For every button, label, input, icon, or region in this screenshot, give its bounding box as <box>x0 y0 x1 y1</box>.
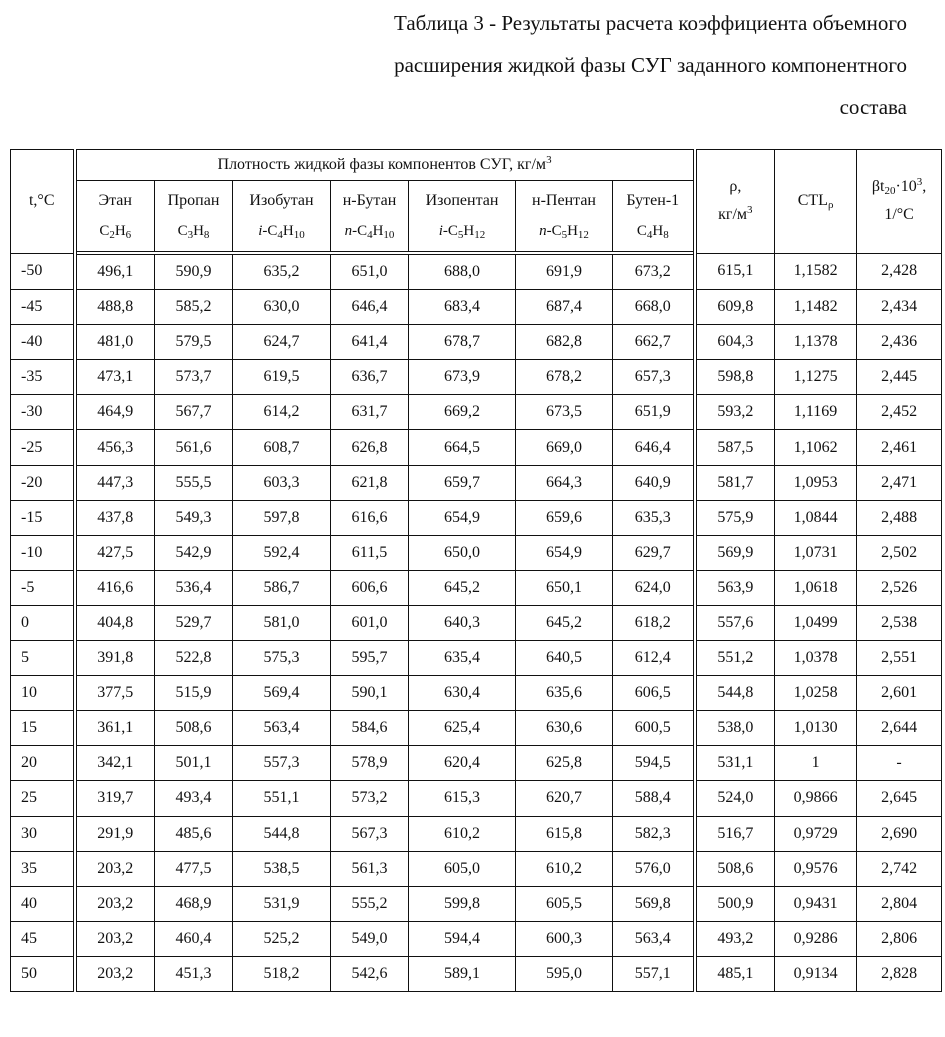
temperature-cell: 15 <box>11 711 75 746</box>
header-component-5 <box>516 181 613 254</box>
value-cell: 579,5 <box>155 325 233 360</box>
value-cell: 468,9 <box>155 886 233 921</box>
value-cell: 2,488 <box>857 500 942 535</box>
value-cell: 683,4 <box>409 290 516 325</box>
value-cell: 615,1 <box>695 253 775 290</box>
temperature-cell: 10 <box>11 676 75 711</box>
value-cell: 1,0844 <box>775 500 857 535</box>
value-cell: 635,3 <box>613 500 695 535</box>
value-cell: 608,7 <box>233 430 331 465</box>
value-cell: 595,0 <box>516 956 613 991</box>
value-cell: 2,538 <box>857 605 942 640</box>
table-row <box>11 641 942 676</box>
value-cell: 551,2 <box>695 641 775 676</box>
table-row <box>11 290 942 325</box>
table-row <box>11 500 942 535</box>
value-cell: 620,4 <box>409 746 516 781</box>
table-row <box>11 886 942 921</box>
value-cell: 460,4 <box>155 921 233 956</box>
value-cell: 0,9134 <box>775 956 857 991</box>
value-cell: 342,1 <box>75 746 155 781</box>
rho-unit-sup: 3 <box>747 204 753 217</box>
value-cell: 651,0 <box>331 253 409 290</box>
value-cell: 604,3 <box>695 325 775 360</box>
value-cell: 654,9 <box>409 500 516 535</box>
value-cell: 542,6 <box>331 956 409 991</box>
value-cell: 561,3 <box>331 851 409 886</box>
value-cell: 518,2 <box>233 956 331 991</box>
value-cell: 600,5 <box>613 711 695 746</box>
temperature-cell: -20 <box>11 465 75 500</box>
value-cell: 1,0130 <box>775 711 857 746</box>
header-rho <box>695 150 775 254</box>
value-cell: 2,804 <box>857 886 942 921</box>
temperature-cell: -30 <box>11 395 75 430</box>
value-cell: 496,1 <box>75 253 155 290</box>
header-component-2 <box>233 181 331 254</box>
table-row <box>11 816 942 851</box>
value-cell: 377,5 <box>75 676 155 711</box>
value-cell: 485,6 <box>155 816 233 851</box>
value-cell: 2,471 <box>857 465 942 500</box>
header-ctl <box>775 150 857 254</box>
table-row <box>11 430 942 465</box>
value-cell: 2,428 <box>857 253 942 290</box>
header-component-4 <box>409 181 516 254</box>
value-cell: 582,3 <box>613 816 695 851</box>
table-row <box>11 711 942 746</box>
value-cell: 0,9866 <box>775 781 857 816</box>
beta-mid: ·10 <box>895 178 917 196</box>
value-cell: 578,9 <box>331 746 409 781</box>
value-cell: 603,3 <box>233 465 331 500</box>
value-cell: 640,3 <box>409 605 516 640</box>
value-cell: 1,0953 <box>775 465 857 500</box>
value-cell: 588,4 <box>613 781 695 816</box>
value-cell: 618,2 <box>613 605 695 640</box>
table-row <box>11 956 942 991</box>
component-formula: $C_4H_8$ <box>636 223 669 241</box>
table-row <box>11 676 942 711</box>
value-cell: 590,9 <box>155 253 233 290</box>
value-cell: 626,8 <box>331 430 409 465</box>
value-cell: 575,3 <box>233 641 331 676</box>
value-cell: 625,8 <box>516 746 613 781</box>
value-cell: 650,1 <box>516 570 613 605</box>
value-cell: 501,1 <box>155 746 233 781</box>
value-cell: 391,8 <box>75 641 155 676</box>
header-beta <box>857 150 942 254</box>
table-row <box>11 921 942 956</box>
value-cell: 609,8 <box>695 290 775 325</box>
value-cell: 645,2 <box>409 570 516 605</box>
value-cell: 0,9729 <box>775 816 857 851</box>
table-row <box>11 851 942 886</box>
value-cell: 481,0 <box>75 325 155 360</box>
component-formula: $n-C_4H_{10}$ <box>344 223 395 241</box>
value-cell: 625,4 <box>409 711 516 746</box>
value-cell: 561,6 <box>155 430 233 465</box>
value-cell: 0,9286 <box>775 921 857 956</box>
value-cell: 635,6 <box>516 676 613 711</box>
value-cell: 595,7 <box>331 641 409 676</box>
value-cell: 605,5 <box>516 886 613 921</box>
component-formula: $n-C_5H_{12}$ <box>539 223 589 241</box>
value-cell: 651,9 <box>613 395 695 430</box>
value-cell: 555,2 <box>331 886 409 921</box>
temperature-cell: 30 <box>11 816 75 851</box>
value-cell: 291,9 <box>75 816 155 851</box>
value-cell: 557,3 <box>233 746 331 781</box>
value-cell: 551,1 <box>233 781 331 816</box>
value-cell: 590,1 <box>331 676 409 711</box>
table-row <box>11 253 942 290</box>
value-cell: 525,2 <box>233 921 331 956</box>
value-cell: 2,806 <box>857 921 942 956</box>
value-cell: 0,9431 <box>775 886 857 921</box>
value-cell: 584,6 <box>331 711 409 746</box>
value-cell: 611,5 <box>331 535 409 570</box>
value-cell: 536,4 <box>155 570 233 605</box>
value-cell: 508,6 <box>695 851 775 886</box>
component-name: Изобутан <box>249 192 314 209</box>
value-cell: 555,5 <box>155 465 233 500</box>
header-temperature: t,°C <box>11 150 75 254</box>
beta-comma: , <box>922 178 927 196</box>
value-cell: 668,0 <box>613 290 695 325</box>
value-cell: 641,4 <box>331 325 409 360</box>
value-cell: 1,0731 <box>775 535 857 570</box>
value-cell: 493,4 <box>155 781 233 816</box>
component-name: Пропан <box>167 192 220 209</box>
value-cell: 451,3 <box>155 956 233 991</box>
value-cell: 2,690 <box>857 816 942 851</box>
value-cell: 2,644 <box>857 711 942 746</box>
value-cell: 524,0 <box>695 781 775 816</box>
value-cell: 614,2 <box>233 395 331 430</box>
density-group-sup: 3 <box>546 154 552 166</box>
component-name: н-Пентан <box>532 192 596 209</box>
value-cell: 615,3 <box>409 781 516 816</box>
value-cell: 563,4 <box>233 711 331 746</box>
table-row <box>11 746 942 781</box>
temperature-cell: 40 <box>11 886 75 921</box>
value-cell: 319,7 <box>75 781 155 816</box>
value-cell: 563,9 <box>695 570 775 605</box>
value-cell: 616,6 <box>331 500 409 535</box>
value-cell: 1,0378 <box>775 641 857 676</box>
value-cell: 500,9 <box>695 886 775 921</box>
value-cell: 669,2 <box>409 395 516 430</box>
beta-main: βt <box>871 178 885 196</box>
value-cell: 636,7 <box>331 360 409 395</box>
value-cell: 678,2 <box>516 360 613 395</box>
header-component-6 <box>613 181 695 254</box>
value-cell: 673,9 <box>409 360 516 395</box>
value-cell: 589,1 <box>409 956 516 991</box>
table-row <box>11 605 942 640</box>
value-cell: 473,1 <box>75 360 155 395</box>
value-cell: 569,4 <box>233 676 331 711</box>
value-cell: 569,8 <box>613 886 695 921</box>
component-formula: $C_3H_8$ <box>177 223 210 241</box>
table-row <box>11 395 942 430</box>
rho-symbol: ρ, <box>729 178 742 196</box>
table-row <box>11 781 942 816</box>
value-cell: 2,551 <box>857 641 942 676</box>
value-cell: 669,0 <box>516 430 613 465</box>
value-cell: 646,4 <box>331 290 409 325</box>
rho-unit-text: кг/м <box>718 206 748 224</box>
value-cell: 594,5 <box>613 746 695 781</box>
value-cell: 0,9576 <box>775 851 857 886</box>
value-cell: 361,1 <box>75 711 155 746</box>
value-cell: 585,2 <box>155 290 233 325</box>
temperature-cell: -50 <box>11 253 75 290</box>
value-cell: 2,436 <box>857 325 942 360</box>
value-cell: 522,8 <box>155 641 233 676</box>
table-caption <box>207 2 907 128</box>
component-name: Бутен-1 <box>626 192 680 209</box>
value-cell: 549,3 <box>155 500 233 535</box>
value-cell: 2,434 <box>857 290 942 325</box>
temperature-cell: -25 <box>11 430 75 465</box>
value-cell: 2,445 <box>857 360 942 395</box>
value-cell: 1 <box>775 746 857 781</box>
table-row <box>11 465 942 500</box>
value-cell: 516,7 <box>695 816 775 851</box>
value-cell: 678,7 <box>409 325 516 360</box>
value-cell: 542,9 <box>155 535 233 570</box>
value-cell: 493,2 <box>695 921 775 956</box>
component-formula: $i-C_5H_{12}$ <box>438 223 486 241</box>
value-cell: 597,8 <box>233 500 331 535</box>
temperature-cell: -5 <box>11 570 75 605</box>
value-cell: 650,0 <box>409 535 516 570</box>
value-cell: 529,7 <box>155 605 233 640</box>
value-cell: 557,6 <box>695 605 775 640</box>
value-cell: 664,5 <box>409 430 516 465</box>
value-cell: 624,7 <box>233 325 331 360</box>
value-cell: 662,7 <box>613 325 695 360</box>
density-group-label: Плотность жидкой фазы компонентов СУГ, кг/м <box>217 156 547 173</box>
results-table <box>10 149 942 992</box>
value-cell: 673,2 <box>613 253 695 290</box>
value-cell: 416,6 <box>75 570 155 605</box>
value-cell: 203,2 <box>75 851 155 886</box>
value-cell: 1,0618 <box>775 570 857 605</box>
value-cell: 447,3 <box>75 465 155 500</box>
value-cell: 629,7 <box>613 535 695 570</box>
value-cell: 203,2 <box>75 921 155 956</box>
beta-sup: 3 <box>916 176 923 189</box>
value-cell: 2,645 <box>857 781 942 816</box>
value-cell: 645,2 <box>516 605 613 640</box>
value-cell: 657,3 <box>613 360 695 395</box>
value-cell: 544,8 <box>233 816 331 851</box>
ctl-main: CTL <box>797 192 828 210</box>
table-row <box>11 535 942 570</box>
table-body <box>11 253 942 991</box>
value-cell: 2,526 <box>857 570 942 605</box>
header-density-group <box>75 150 695 181</box>
component-name: Изопентан <box>425 192 499 209</box>
value-cell: 646,4 <box>613 430 695 465</box>
table-row <box>11 570 942 605</box>
value-cell: 601,0 <box>331 605 409 640</box>
value-cell: 620,7 <box>516 781 613 816</box>
table-row <box>11 360 942 395</box>
value-cell: 619,5 <box>233 360 331 395</box>
value-cell: 606,6 <box>331 570 409 605</box>
value-cell: 581,7 <box>695 465 775 500</box>
value-cell: 569,9 <box>695 535 775 570</box>
value-cell: 587,5 <box>695 430 775 465</box>
caption-line-1: Таблица 3 - Результаты расчета коэффициента объемного <box>394 11 907 35</box>
caption-line-3: состава <box>839 95 907 119</box>
value-cell: 612,4 <box>613 641 695 676</box>
temperature-cell: 50 <box>11 956 75 991</box>
value-cell: - <box>857 746 942 781</box>
value-cell: 688,0 <box>409 253 516 290</box>
beta-unit: 1/°C <box>884 206 914 224</box>
value-cell: 599,8 <box>409 886 516 921</box>
value-cell: 1,1482 <box>775 290 857 325</box>
value-cell: 427,5 <box>75 535 155 570</box>
temperature-cell: -35 <box>11 360 75 395</box>
value-cell: 630,6 <box>516 711 613 746</box>
temperature-cell: 0 <box>11 605 75 640</box>
value-cell: 598,8 <box>695 360 775 395</box>
component-formula: $C_2H_6$ <box>99 223 132 241</box>
value-cell: 1,0499 <box>775 605 857 640</box>
value-cell: 1,0258 <box>775 676 857 711</box>
value-cell: 635,4 <box>409 641 516 676</box>
temperature-cell: -10 <box>11 535 75 570</box>
value-cell: 573,7 <box>155 360 233 395</box>
beta-line1 <box>857 178 941 196</box>
value-cell: 640,9 <box>613 465 695 500</box>
value-cell: 477,5 <box>155 851 233 886</box>
value-cell: 2,461 <box>857 430 942 465</box>
value-cell: 544,8 <box>695 676 775 711</box>
value-cell: 600,3 <box>516 921 613 956</box>
value-cell: 1,1378 <box>775 325 857 360</box>
component-name: н-Бутан <box>342 192 397 209</box>
value-cell: 594,4 <box>409 921 516 956</box>
temperature-cell: 35 <box>11 851 75 886</box>
temperature-cell: 20 <box>11 746 75 781</box>
value-cell: 549,0 <box>331 921 409 956</box>
value-cell: 659,6 <box>516 500 613 535</box>
value-cell: 456,3 <box>75 430 155 465</box>
value-cell: 485,1 <box>695 956 775 991</box>
value-cell: 593,2 <box>695 395 775 430</box>
value-cell: 592,4 <box>233 535 331 570</box>
value-cell: 640,5 <box>516 641 613 676</box>
value-cell: 605,0 <box>409 851 516 886</box>
value-cell: 615,8 <box>516 816 613 851</box>
ctl-sub: ρ <box>827 199 834 212</box>
value-cell: 631,7 <box>331 395 409 430</box>
value-cell: 673,5 <box>516 395 613 430</box>
value-cell: 2,601 <box>857 676 942 711</box>
value-cell: 630,4 <box>409 676 516 711</box>
value-cell: 404,8 <box>75 605 155 640</box>
value-cell: 563,4 <box>613 921 695 956</box>
temperature-cell: 25 <box>11 781 75 816</box>
header-component-3 <box>331 181 409 254</box>
value-cell: 1,1062 <box>775 430 857 465</box>
value-cell: 576,0 <box>613 851 695 886</box>
value-cell: 2,742 <box>857 851 942 886</box>
value-cell: 531,1 <box>695 746 775 781</box>
value-cell: 621,8 <box>331 465 409 500</box>
temperature-cell: -40 <box>11 325 75 360</box>
value-cell: 659,7 <box>409 465 516 500</box>
value-cell: 464,9 <box>75 395 155 430</box>
value-cell: 203,2 <box>75 956 155 991</box>
value-cell: 606,5 <box>613 676 695 711</box>
value-cell: 630,0 <box>233 290 331 325</box>
temperature-cell: -45 <box>11 290 75 325</box>
value-cell: 691,9 <box>516 253 613 290</box>
value-cell: 531,9 <box>233 886 331 921</box>
value-cell: 586,7 <box>233 570 331 605</box>
value-cell: 624,0 <box>613 570 695 605</box>
value-cell: 682,8 <box>516 325 613 360</box>
header-component-0 <box>75 181 155 254</box>
temperature-cell: -15 <box>11 500 75 535</box>
value-cell: 687,4 <box>516 290 613 325</box>
component-name: Этан <box>98 192 132 209</box>
value-cell: 2,502 <box>857 535 942 570</box>
value-cell: 635,2 <box>233 253 331 290</box>
value-cell: 575,9 <box>695 500 775 535</box>
value-cell: 567,3 <box>331 816 409 851</box>
value-cell: 654,9 <box>516 535 613 570</box>
table-row <box>11 325 942 360</box>
value-cell: 567,7 <box>155 395 233 430</box>
temperature-cell: 45 <box>11 921 75 956</box>
value-cell: 538,5 <box>233 851 331 886</box>
value-cell: 508,6 <box>155 711 233 746</box>
value-cell: 2,828 <box>857 956 942 991</box>
value-cell: 1,1169 <box>775 395 857 430</box>
value-cell: 664,3 <box>516 465 613 500</box>
value-cell: 581,0 <box>233 605 331 640</box>
value-cell: 515,9 <box>155 676 233 711</box>
value-cell: 573,2 <box>331 781 409 816</box>
caption-line-2: расширения жидкой фазы СУГ заданного компонентного <box>394 53 907 77</box>
value-cell: 2,452 <box>857 395 942 430</box>
rho-unit <box>697 206 775 224</box>
header-component-1 <box>155 181 233 254</box>
temperature-cell: 5 <box>11 641 75 676</box>
value-cell: 437,8 <box>75 500 155 535</box>
beta-sub: 20 <box>884 185 896 198</box>
value-cell: 610,2 <box>409 816 516 851</box>
value-cell: 203,2 <box>75 886 155 921</box>
value-cell: 538,0 <box>695 711 775 746</box>
value-cell: 557,1 <box>613 956 695 991</box>
value-cell: 1,1582 <box>775 253 857 290</box>
value-cell: 488,8 <box>75 290 155 325</box>
value-cell: 1,1275 <box>775 360 857 395</box>
value-cell: 610,2 <box>516 851 613 886</box>
component-formula: $i-C_4H_{10}$ <box>258 223 305 241</box>
